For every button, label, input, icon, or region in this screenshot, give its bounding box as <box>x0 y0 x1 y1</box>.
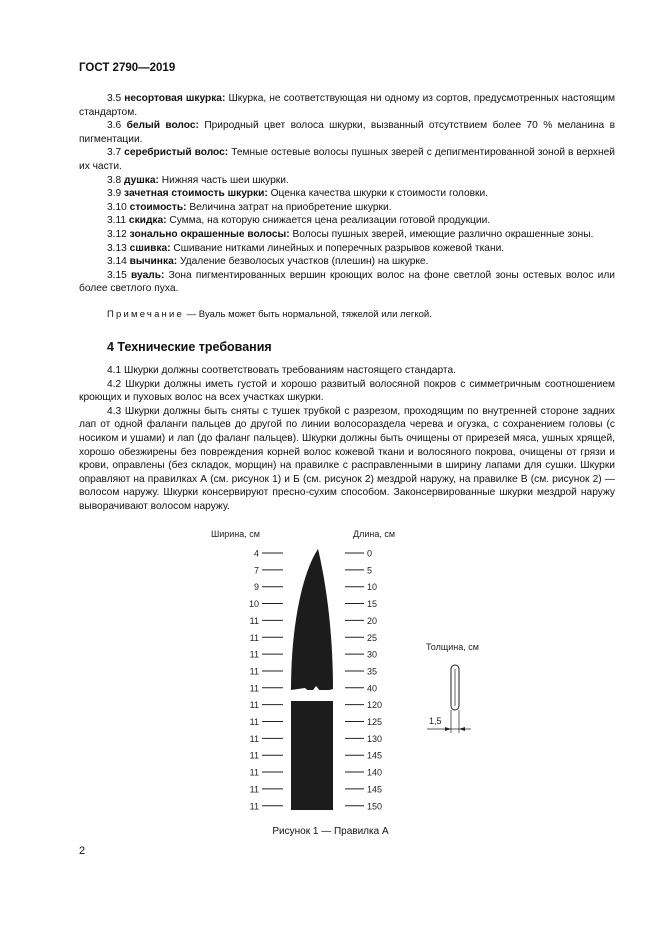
width-tick-label: 10 <box>248 599 259 610</box>
term-number: 3.7 <box>107 147 122 159</box>
term-definition: Оценка качества шкурки к стоимости головки. <box>270 188 488 200</box>
length-tick-label: 20 <box>367 615 378 626</box>
width-tick-label: 7 <box>253 565 259 576</box>
length-tick-label: 145 <box>367 750 383 761</box>
width-tick-label: 11 <box>249 801 259 812</box>
width-tick-label: 11 <box>249 733 259 744</box>
term-name: зачетная стоимость шкурки: <box>124 188 268 200</box>
term-number: 3.5 <box>107 93 122 104</box>
term-name: белый волос: <box>126 120 199 132</box>
length-tick-label: 130 <box>367 733 383 744</box>
length-tick-label: 120 <box>367 700 383 711</box>
term-definition: Природный цвет волоса шкурки, вызванный отсутствием более 70 % меланина в пигментации. <box>79 120 615 145</box>
length-tick-label: 5 <box>367 565 373 576</box>
length-tick-label: 10 <box>367 582 378 593</box>
thickness-arrow-right <box>459 727 465 731</box>
width-tick-label: 11 <box>249 717 259 727</box>
term-number: 3.12 <box>107 228 127 240</box>
length-tick-label: 30 <box>367 649 378 660</box>
thickness-arrow-left <box>445 727 451 731</box>
width-tick-label: 11 <box>249 683 259 694</box>
note-text: — Вуаль может быть нормальной, тяжелой или легкой. <box>184 308 432 320</box>
length-tick-label: 25 <box>367 632 378 643</box>
width-tick-label: 9 <box>253 582 259 593</box>
length-axis-label: Длина, см <box>353 529 396 539</box>
term-number: 3.6 <box>107 120 122 132</box>
term-definition: Темные остевые волосы пушных зверей с депигментированной зоной в верхней их части. <box>79 147 615 172</box>
term-name: сшивка: <box>129 242 171 254</box>
paragraph-4-2: 4.2 Шкурки должны иметь густой и хорошо развитый волосяной покров с симметричным соотношением кроющих и пуховых волос на всех участках шкурки. <box>79 378 615 404</box>
length-tick-label: 125 <box>367 717 383 727</box>
length-tick-label: 35 <box>367 666 378 677</box>
length-tick-label: 145 <box>367 784 383 795</box>
paragraph-4-3: 4.3 Шкурки должны быть сняты с тушек трубкой с разрезом, проходящим по внутренней стороне задних лап от одной фаланги пальцев до другой по линии волосораздела черева и огузка, с сохранением головы (с носиком и ушами) и лап (до фаланг пальцев). Шкурки должны быть очищены от прирезей мяса, ушных хрящей, хорошо обезжирены без повреждения корней волос кожевой ткани и волосяного покрова, очищены от грязи и крови, оправлены (без складок, морщин) на правилке с расправленными в ширину лапами для сушки. Шкурки оправляют на правилках А (см. рисунок 1) и Б (см. рисунок 2) мездрой наружу, на правилке В (см. рисунок 2) — волосом наружу. Шкурки консервируют пресно-сухим способом. Законсервированные шкурки мездрой наружу выворачивают волосом наружу. <box>79 405 615 512</box>
width-tick-label: 11 <box>249 649 259 660</box>
width-tick-label: 11 <box>249 700 259 711</box>
term-definition: Волосы пушных зверей, имеющие различно окрашенные зоны. <box>292 228 594 240</box>
width-tick-label: 11 <box>249 767 259 778</box>
term-name: вычинка: <box>129 256 178 268</box>
term-definition: Нижняя часть шеи шкурки. <box>161 174 289 186</box>
term-name: зонально окрашенные волосы: <box>129 228 290 240</box>
length-tick-label: 150 <box>367 801 383 812</box>
term-number: 3.10 <box>107 201 127 213</box>
term-name: душка: <box>124 174 159 186</box>
length-tick-label: 0 <box>367 548 373 559</box>
term-number: 3.11 <box>107 215 127 227</box>
width-tick-label: 11 <box>249 615 259 626</box>
term-definition: Сумма, на которую снижается цена реализации готовой продукции. <box>169 215 491 227</box>
width-tick-label: 11 <box>249 632 259 643</box>
paragraph-4-1: 4.1 Шкурки должны соответствовать требованиям настоящего стандарта. <box>107 365 456 376</box>
thickness-label: Толщина, см <box>426 642 479 652</box>
width-tick-label: 11 <box>249 750 259 761</box>
page-number: 2 <box>79 845 86 857</box>
figure-caption: Рисунок 1 — Правилка А <box>272 826 389 837</box>
width-tick-label: 11 <box>249 666 259 677</box>
width-scale <box>249 549 283 812</box>
term-definition: Величина затрат на приобретение шкурки. <box>189 201 392 213</box>
term-number: 3.13 <box>107 242 127 254</box>
term-name: вуаль: <box>131 269 165 281</box>
thickness-value: 1,5 <box>429 716 442 726</box>
length-scale <box>345 549 382 812</box>
board-upper-part <box>291 549 333 690</box>
term-definition: Сшивание нитками линейных и поперечных разрывов кожевой ткани. <box>173 242 505 254</box>
note-label: Примечание <box>107 308 184 320</box>
width-tick-label: 4 <box>253 548 259 559</box>
length-tick-label: 140 <box>367 767 383 778</box>
length-tick-label: 15 <box>367 599 378 610</box>
term-number: 3.9 <box>107 188 122 200</box>
board-lower-part <box>291 701 333 810</box>
term-name: скидка: <box>128 215 167 227</box>
term-number: 3.15 <box>107 269 127 281</box>
term-definition: Шкурка, не соответствующая ни одному из сортов, предусмотренных настоящим стандартом. <box>79 93 615 118</box>
term-definition: Удаление безволосых участков (плешин) на шкурке. <box>179 256 429 268</box>
term-number: 3.14 <box>107 256 127 268</box>
term-number: 3.8 <box>107 174 122 186</box>
term-name: несортовая шкурка: <box>124 93 226 104</box>
term-name: серебристый волос: <box>124 147 229 159</box>
term-name: стоимость: <box>129 201 187 213</box>
length-tick-label: 40 <box>367 683 378 694</box>
width-axis-label: Ширина, см <box>211 529 260 539</box>
document-header: ГОСТ 2790—2019 <box>79 62 176 74</box>
term-definition: Зона пигментированных вершин кроющих волос на фоне светлой зоны остевых волос или более светлого пуха. <box>79 269 615 295</box>
section-heading: 4 Технические требования <box>107 340 272 354</box>
width-tick-label: 11 <box>249 784 259 795</box>
